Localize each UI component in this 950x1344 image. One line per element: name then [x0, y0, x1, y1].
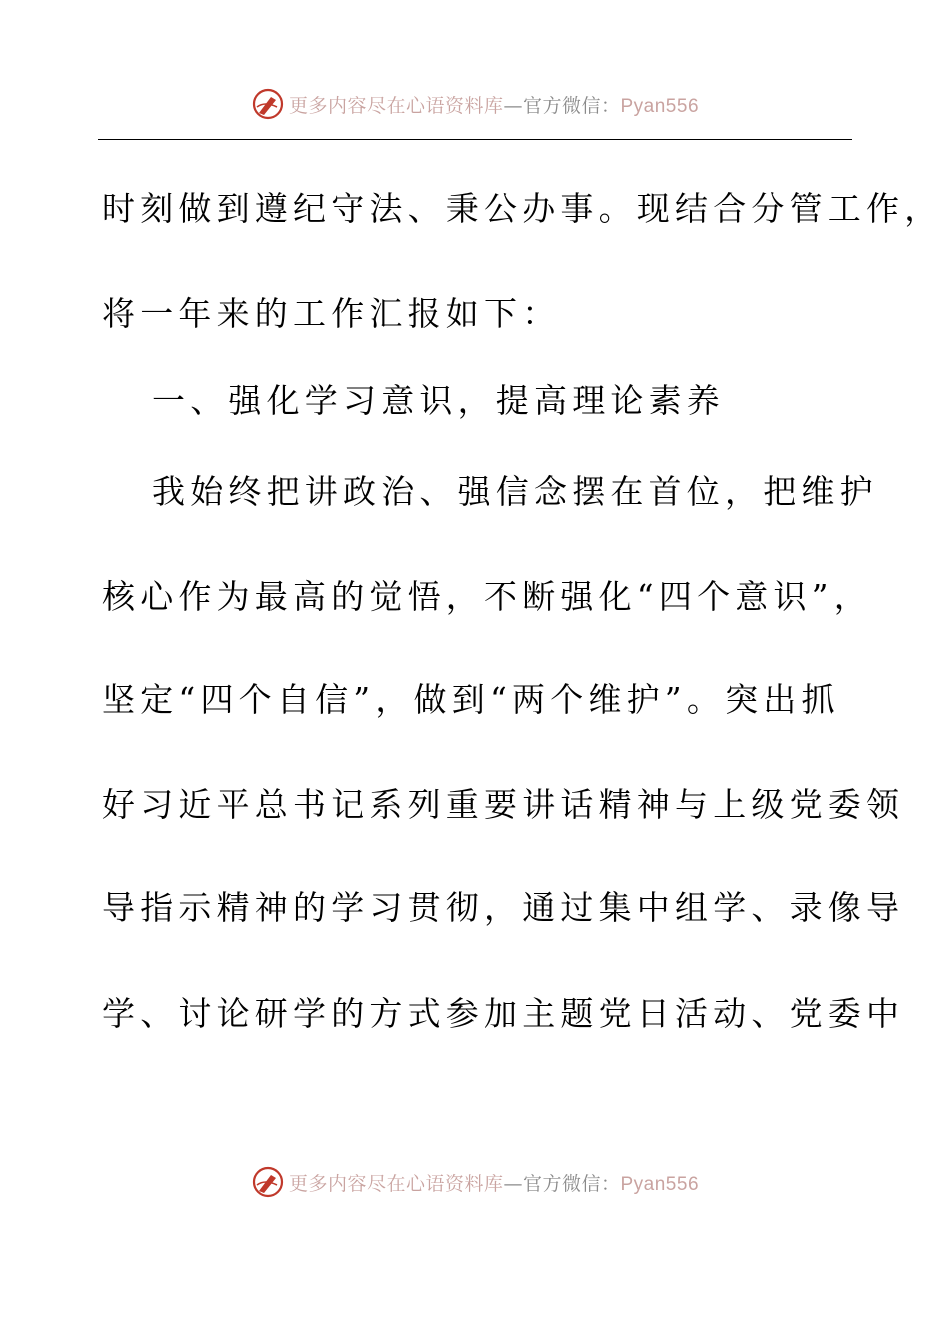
section-heading: 一、强化学习意识，提高理论素养: [152, 381, 725, 420]
body-line-7: 导指示精神的学习贯彻，通过集中组学、录像导: [102, 888, 905, 927]
footer-banner: [0, 1160, 950, 1204]
banner-text: [289, 1169, 699, 1196]
banner-wechat-id: Pyan556: [620, 1173, 700, 1195]
body-line-8: 学、讨论研学的方式参加主题党日活动、党委中: [102, 994, 905, 1033]
body-line-1: 时刻做到遵纪守法、秉公办事。现结合分管工作，: [102, 189, 943, 228]
banner-site-name: 更多内容尽在心语资料库: [288, 1172, 504, 1195]
header-divider: [98, 139, 852, 140]
banner-wechat-label: 官方微信：: [522, 1172, 621, 1195]
body-line-3: 我始终把讲政治、强信念摆在首位，把维护: [152, 472, 878, 511]
body-line-2: 将一年来的工作汇报如下：: [102, 294, 561, 333]
header-banner: [0, 82, 950, 126]
banner-dash: —: [503, 1172, 523, 1195]
banner-wechat-id: Pyan556: [620, 95, 700, 117]
banner-text: [289, 91, 699, 118]
pen-nib-logo-icon: [251, 87, 285, 121]
banner-wechat-label: 官方微信：: [522, 94, 621, 117]
pen-nib-logo-icon: [251, 1165, 285, 1199]
banner-dash: —: [503, 94, 523, 117]
banner-site-name: 更多内容尽在心语资料库: [288, 94, 504, 117]
body-line-5: 坚定“四个自信”，做到“两个维护”。突出抓: [102, 680, 840, 719]
body-line-6: 好习近平总书记系列重要讲话精神与上级党委领: [102, 785, 905, 824]
body-line-4: 核心作为最高的觉悟，不断强化“四个意识”，: [102, 577, 872, 616]
